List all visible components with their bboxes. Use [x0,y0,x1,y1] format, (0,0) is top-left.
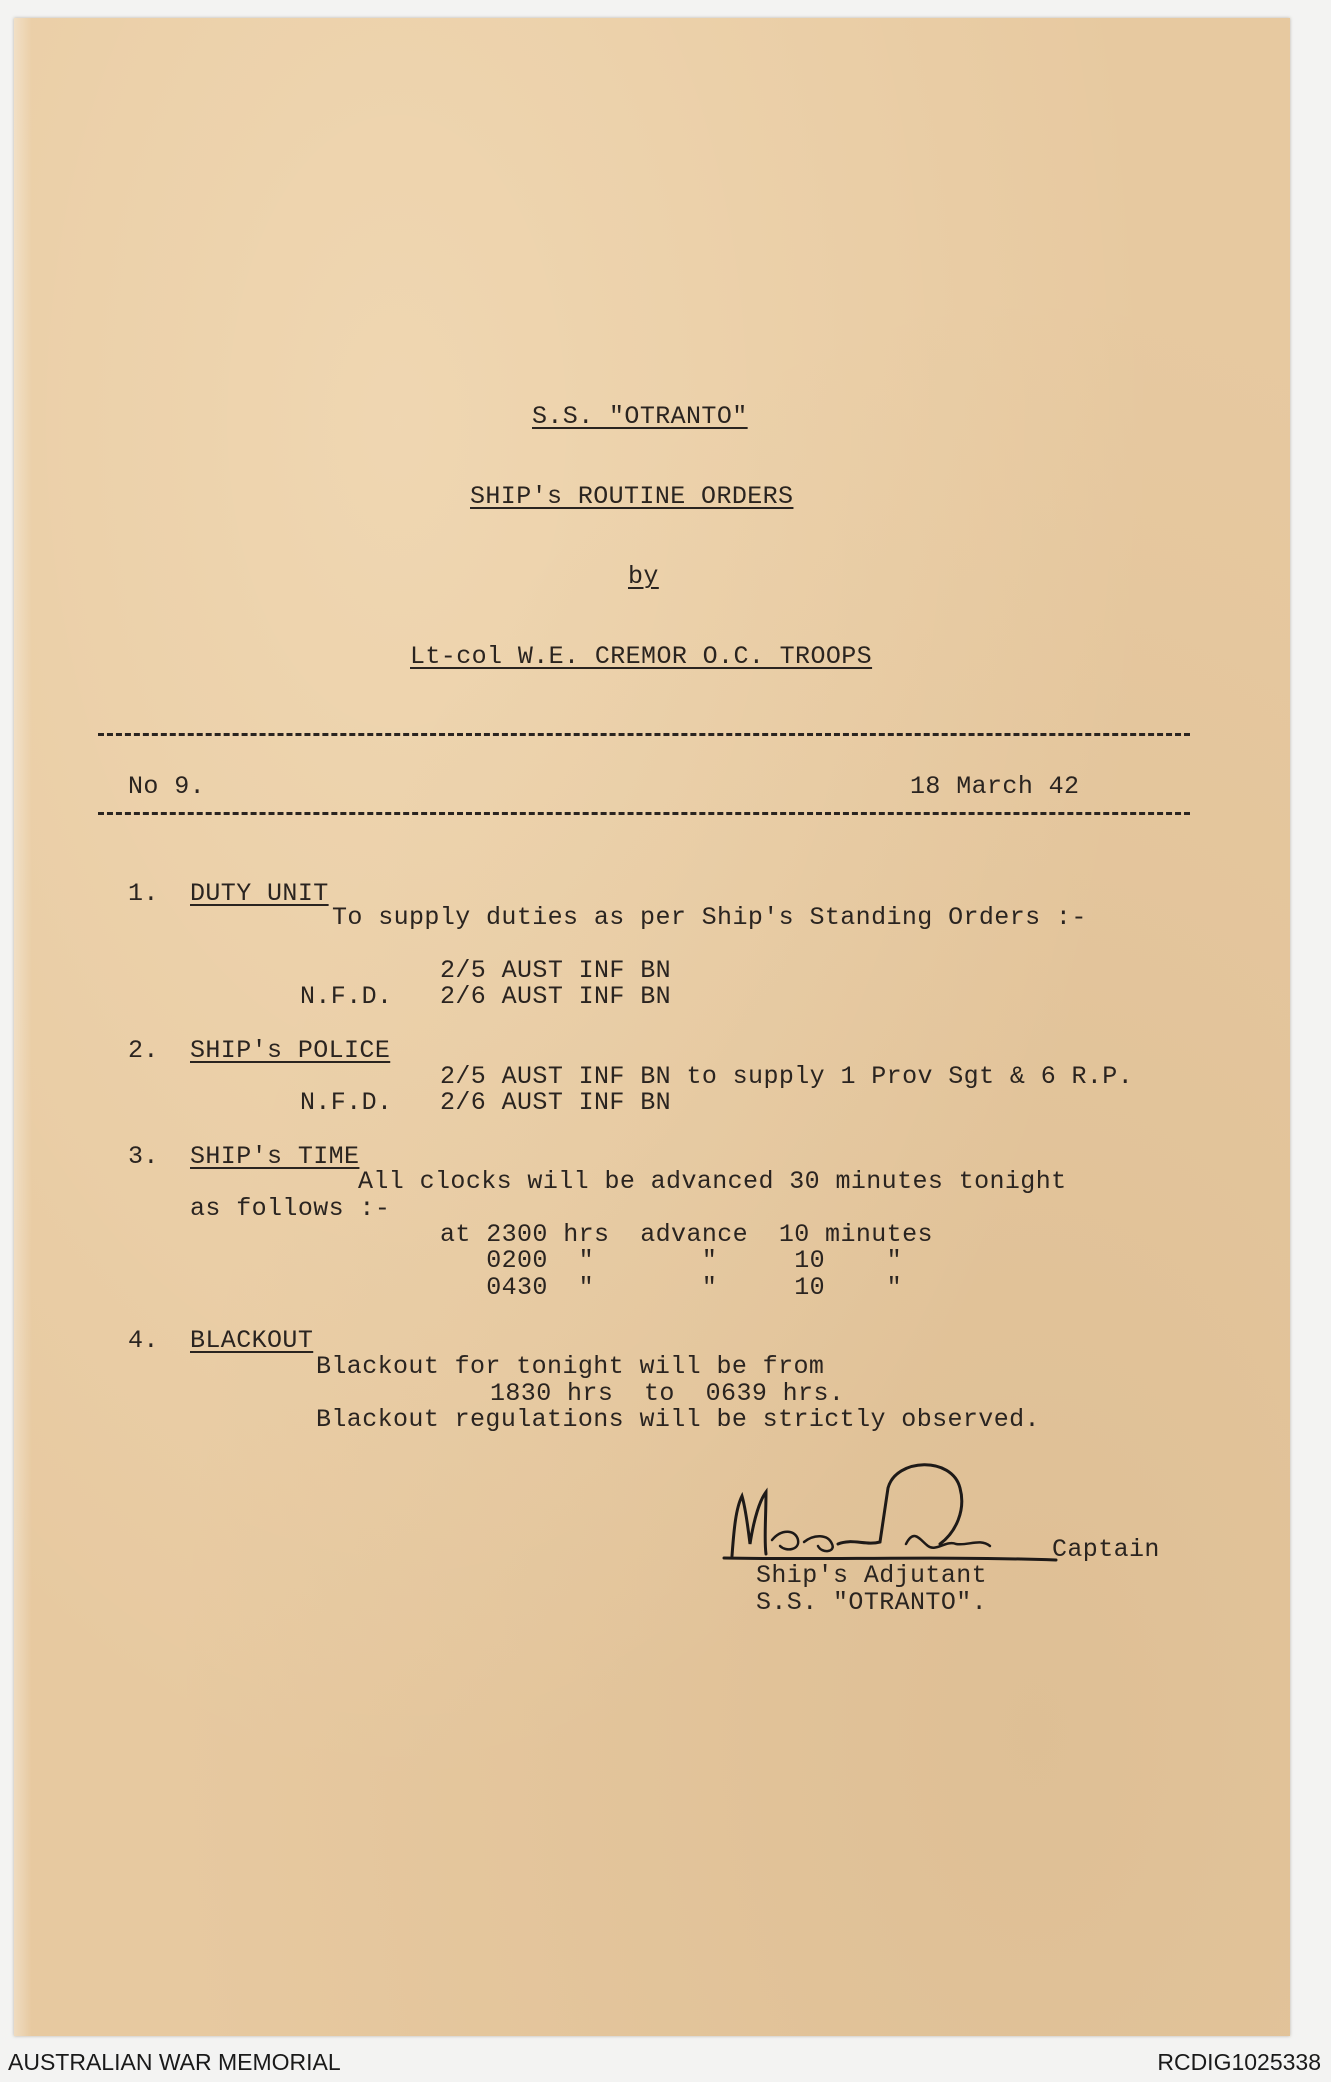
document-paper [14,18,1290,2036]
section-1-nfd-label: N.F.D. [300,982,393,1011]
section-2-text: 2/5 AUST INF BN to supply 1 Prov Sgt & 6 R.P. [440,1062,1134,1091]
time-table-row: at 2300 hrs advance 10 minutes [440,1220,933,1249]
time-table-row: 0200 " " 10 " [440,1246,903,1275]
section-3-heading: SHIP's TIME [190,1142,360,1171]
signatory-title: Ship's Adjutant [756,1561,988,1590]
document-title: SHIP's ROUTINE ORDERS [470,482,794,511]
section-2-number: 2. [128,1036,159,1065]
section-1-heading: DUTY UNIT [190,879,329,908]
footer-reference-id: RCDIG1025338 [1157,2049,1321,2075]
order-date: 18 March 42 [910,772,1080,801]
section-1-text: To supply duties as per Ship's Standing Orders :- [332,903,1087,932]
section-2-heading: SHIP's POLICE [190,1036,391,1065]
section-3-number: 3. [128,1142,159,1171]
section-1-number: 1. [128,879,159,908]
signatory-rank: Captain [1052,1535,1160,1564]
author-line: Lt-col W.E. CREMOR O.C. TROOPS [410,642,873,671]
section-4-heading: BLACKOUT [190,1326,314,1355]
footer-institution: AUSTRALIAN WAR MEMORIAL [8,2049,341,2075]
section-4-times: 1830 hrs to 0639 hrs. [490,1379,845,1408]
top-divider [98,733,1190,736]
by-line: by [628,562,659,591]
section-4-text: Blackout for tonight will be from [316,1352,825,1381]
time-table-row: 0430 " " 10 " [440,1273,903,1302]
section-1-unit-1: 2/5 AUST INF BN [440,956,672,985]
section-3-text-2: as follows :- [190,1194,391,1223]
section-2-unit-2: 2/6 AUST INF BN [440,1088,672,1117]
ship-name-heading: S.S. "OTRANTO" [532,402,748,431]
handwritten-signature [720,1448,1060,1568]
section-4-number: 4. [128,1326,159,1355]
paper-edge [14,18,32,2036]
bottom-divider [98,812,1190,815]
section-3-text: All clocks will be advanced 30 minutes tonight [358,1167,1067,1196]
section-2-nfd-label: N.F.D. [300,1088,393,1117]
order-number: No 9. [128,772,206,801]
signatory-ship: S.S. "OTRANTO". [756,1588,988,1617]
section-4-text-3: Blackout regulations will be strictly observed. [316,1405,1040,1434]
section-1-unit-2: 2/6 AUST INF BN [440,982,672,1011]
